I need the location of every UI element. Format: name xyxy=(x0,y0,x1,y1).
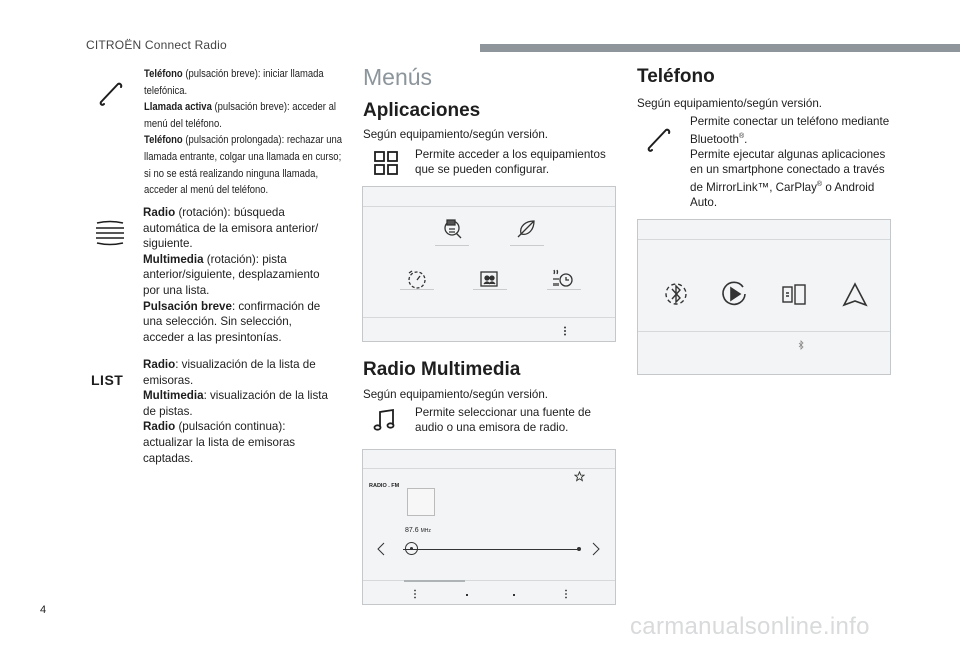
carplay-icon[interactable] xyxy=(716,276,752,312)
wheel-controls-text: Radio (rotación): búsqueda automática de la emisora anterior/ siguiente. Multimedia (rotación): pista anterior/siguiente, desplazamiento por una lista. Pulsación breve: confirmación de una selección. Sin selección, acceder a las presintonías. xyxy=(143,206,321,344)
phone-handset-icon xyxy=(98,80,124,106)
menus-heading: Menús xyxy=(363,64,433,90)
radio-multimedia-heading: Radio Multimedia xyxy=(363,359,521,380)
list-button-label: LIST xyxy=(91,372,124,388)
radio-menu-icon-1[interactable] xyxy=(411,588,419,600)
vehicle-settings-icon[interactable] xyxy=(405,267,429,291)
radio-multimedia-note: Según equipamiento/según versión. xyxy=(363,388,548,401)
header-bar xyxy=(480,44,960,52)
applications-description: Permite acceder a los equipamientos que se pueden configurar. xyxy=(415,148,606,176)
phone-handset-icon-right xyxy=(646,126,672,152)
applications-grid-icon xyxy=(373,150,399,176)
active-tab-indicator xyxy=(404,580,465,582)
radio-menu-dot-2[interactable] xyxy=(513,594,515,596)
favorite-star-icon[interactable] xyxy=(573,470,585,482)
music-note-icon xyxy=(372,407,398,433)
bluetooth-status-icon xyxy=(796,339,806,351)
frequency-slider-track[interactable] xyxy=(403,549,579,550)
station-artwork xyxy=(407,488,435,516)
applications-note: Según equipamiento/según versión. xyxy=(363,128,548,141)
watermark-text: carmanualsonline.info xyxy=(630,613,870,640)
radio-menu-dot-1[interactable] xyxy=(466,594,468,596)
phone-controls-text: Teléfono (pulsación breve): iniciar llamada telefónica. Llamada activa (pulsación breve): acceder al menú del teléfono. Teléfono (pulsación prolongada): rechazar una llamada entrante, colgar una llamada en curso; si no se está realizando ninguna llamada, acceder al menú del teléfono. xyxy=(144,68,343,197)
telephone-screen xyxy=(637,219,891,375)
previous-station-icon[interactable] xyxy=(376,541,386,557)
bluetooth-icon[interactable] xyxy=(658,276,694,312)
thumbwheel-icon xyxy=(94,220,126,246)
user-manual-icon[interactable] xyxy=(477,267,501,291)
list-controls-text: Radio: visualización de la lista de emisoras. Multimedia: visualización de la lista de pistas. Radio (pulsación continua): actualizar la lista de emisoras captadas. xyxy=(143,358,328,465)
telephone-heading: Teléfono xyxy=(637,66,715,87)
telephone-description: Permite conectar un teléfono mediante Bluetooth®. Permite ejecutar algunas aplicaciones en un smartphone conectado a través de MirrorLink™, CarPlay® o Android Auto. xyxy=(690,115,890,209)
radio-screen xyxy=(362,449,616,605)
telephone-note: Según equipamiento/según versión. xyxy=(637,97,822,110)
page-number: 4 xyxy=(40,604,47,616)
applications-heading: Aplicaciones xyxy=(363,100,481,121)
mirrorlink-icon[interactable] xyxy=(778,278,812,312)
eco-leaf-icon[interactable] xyxy=(514,217,538,241)
heater-timer-icon[interactable] xyxy=(551,267,575,291)
more-options-icon[interactable] xyxy=(561,325,569,337)
radio-band-label: RADIO . FM xyxy=(369,483,400,489)
frequency-readout: 87.6 MHz xyxy=(405,527,431,534)
android-auto-icon[interactable] xyxy=(838,278,872,312)
radio-multimedia-description: Permite seleccionar una fuente de audio o una emisora de radio. xyxy=(415,406,591,434)
radio-menu-icon-2[interactable] xyxy=(562,588,570,600)
applications-screen xyxy=(362,186,616,342)
connected-apps-icon[interactable] xyxy=(441,217,465,241)
running-header-title: CITROËN Connect Radio xyxy=(86,38,227,52)
next-station-icon[interactable] xyxy=(591,541,601,557)
